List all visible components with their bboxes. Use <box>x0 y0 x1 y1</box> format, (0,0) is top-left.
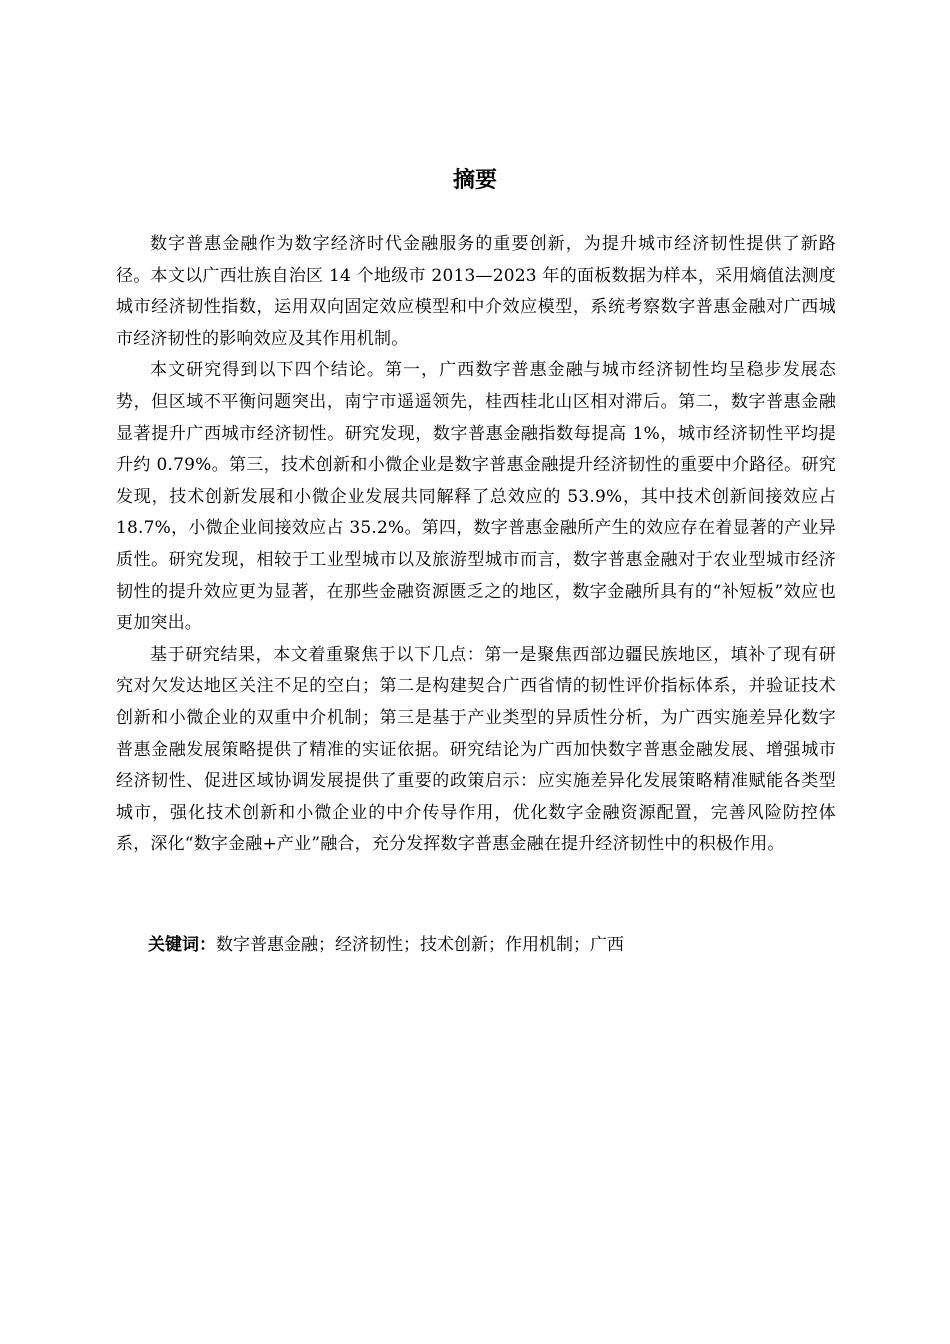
keywords-label: 关键词： <box>148 935 216 955</box>
abstract-paragraph-3: 基于研究结果，本文着重聚焦于以下几点：第一是聚焦西部边疆民族地区，填补了现有研究对欠发达地区关注不足的空白；第二是构建契合广西省情的韧性评价指标体系，并验证技术创新和小微企业的双重中介机制；第三是基于产业类型的异质性分析，为广西实施差异化数字普惠金融发展策略提供了精准的实证依据。研究结论为广西加快数字普惠金融发展、增强城市经济韧性、促进区域协调发展提供了重要的政策启示：应实施差异化发展策略精准赋能各类型城市，强化技术创新和小微企业的中介传导作用，优化数字金融资源配置，完善风险防控体系，深化“数字金融+产业”融合，充分发挥数字普惠金融在提升经济韧性中的积极作用。 <box>116 644 836 855</box>
abstract-paragraph-2: 本文研究得到以下四个结论。第一，广西数字普惠金融与城市经济韧性均呈稳步发展态势，但区域不平衡问题突出，南宁市遥遥领先，桂西桂北山区相对滞后。第二，数字普惠金融显著提升广西城市经济韧性。研究发现，数字普惠金融指数每提高 1%，城市经济韧性平均提升约 0.79%。第三，技术创新和小微企业是数字普惠金融提升经济韧性的重要中介路径。研究发现，技术创新发展和小微企业发展共同解释了总效应的 53.9%，其中技术创新间接效应占 18.7%，小微企业间接效应占 35.2%。第四，数字普惠金融所产生的效应存在着显著的产业异质性。研究发现，相较于工业型城市以及旅游型城市而言，数字普惠金融对于农业型城市经济韧性的提升效应更为显著，在那些金融资源匮乏之的地区，数字金融所具有的“补短板”效应也更加突出。 <box>116 360 836 634</box>
abstract-paragraph-1: 数字普惠金融作为数字经济时代金融服务的重要创新，为提升城市经济韧性提供了新路径。本文以广西壮族自治区 14 个地级市 2013—2023 年的面板数据为样本，采用熵值法测度城市经济韧性指数，运用双向固定效应模型和中介效应模型，系统考察数字普惠金融对广西城市经济韧性的影响效应及其作用机制。 <box>116 234 836 349</box>
abstract-title: 摘要 <box>452 168 497 193</box>
keywords-line <box>148 930 838 961</box>
abstract-body <box>116 229 836 861</box>
keywords-list: 数字普惠金融；经济韧性；技术创新；作用机制；广西 <box>216 935 624 955</box>
